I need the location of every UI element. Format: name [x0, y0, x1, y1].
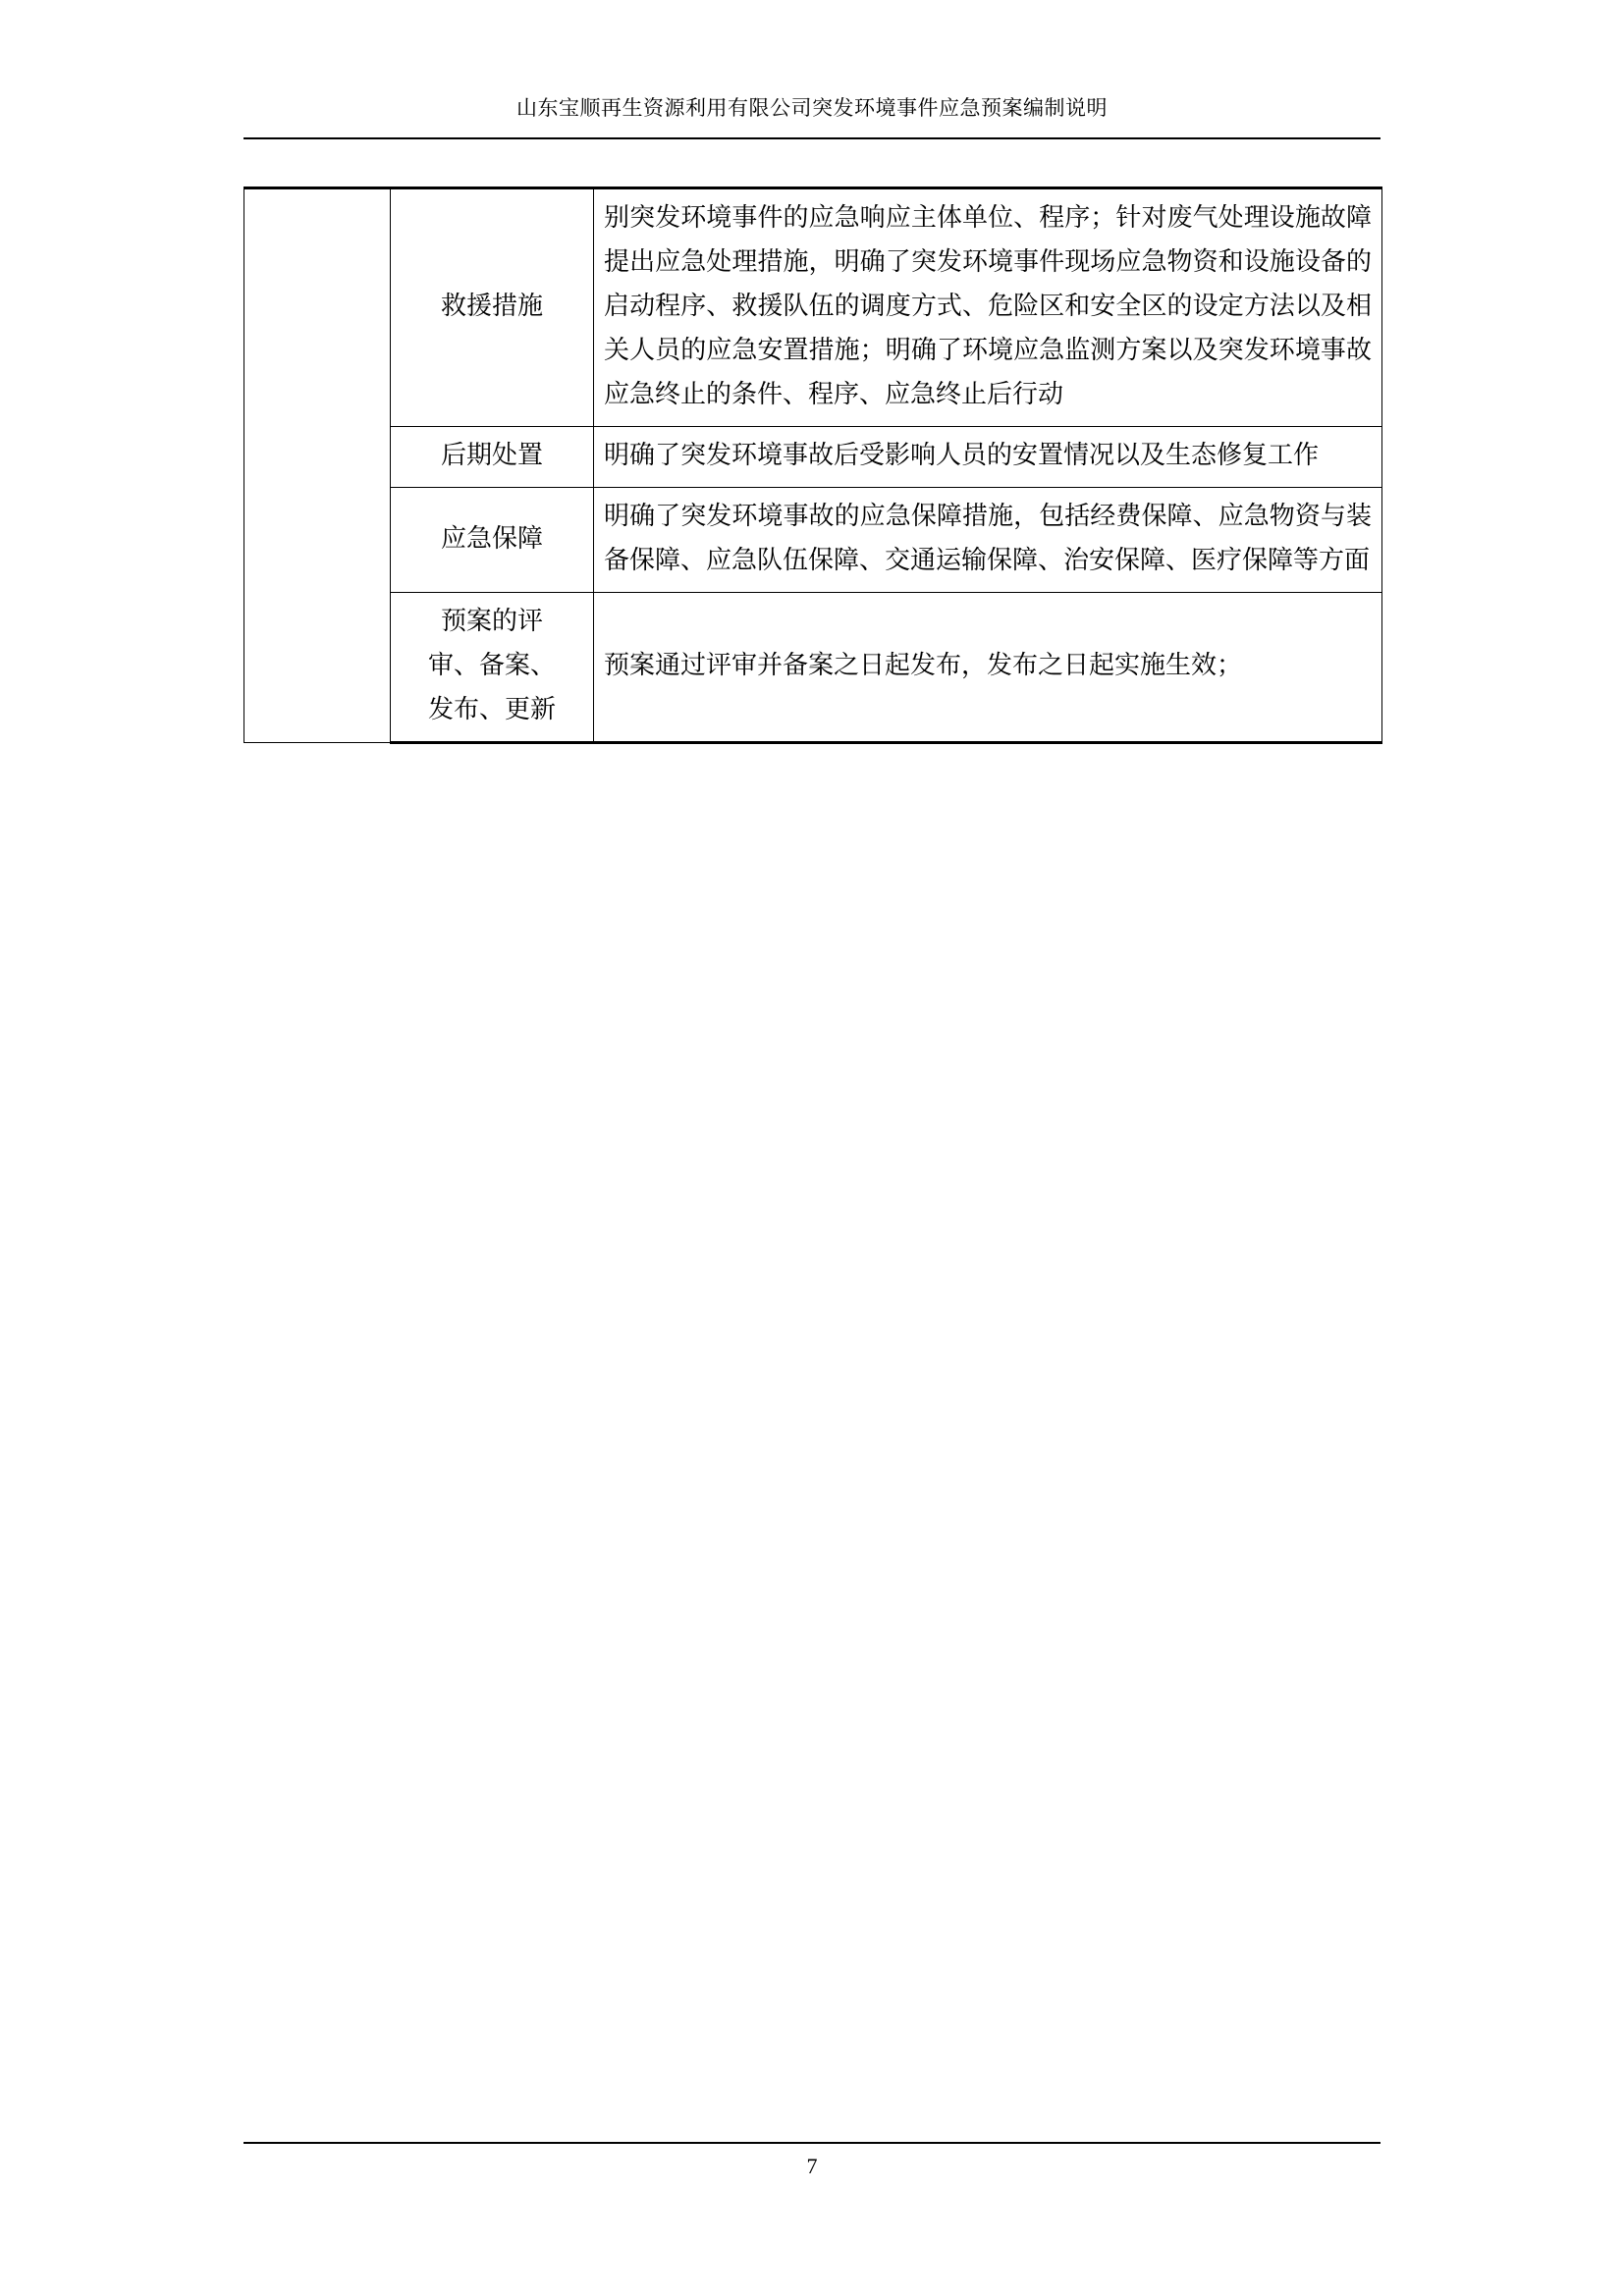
content-table	[244, 187, 1382, 744]
header-divider	[244, 137, 1380, 139]
table-cell-body: 预案通过评审并备案之日起发布，发布之日起实施生效；	[594, 593, 1382, 743]
header-title: 山东宝顺再生资源利用有限公司突发环境事件应急预案编制说明	[516, 96, 1108, 120]
table-cell-body: 明确了突发环境事故后受影响人员的安置情况以及生态修复工作	[594, 427, 1382, 488]
content-table-wrapper	[244, 187, 1382, 744]
table-cell-body: 别突发环境事件的应急响应主体单位、程序；针对废气处理设施故障提出应急处理措施，明确了突发环境事件现场应急物资和设施设备的启动程序、救援队伍的调度方式、危险区和安全区的设定方法以及相关人员的应急安置措施；明确了环境应急监测方案以及突发环境事故应急终止的条件、程序、应急终止后行动	[594, 188, 1382, 427]
table-cell-category-blank	[244, 188, 391, 743]
table-cell-label-multiline	[391, 593, 594, 743]
table-cell-label-line: 发布、更新	[427, 695, 556, 723]
table-cell-label: 后期处置	[391, 427, 594, 488]
table-row	[244, 188, 1382, 427]
table-row	[244, 593, 1382, 743]
table-row	[244, 488, 1382, 593]
table-cell-label-line: 审、备案、	[427, 651, 556, 679]
page-number: 7	[806, 2154, 818, 2178]
page-header	[244, 94, 1380, 122]
footer-divider	[244, 2142, 1380, 2144]
table-cell-label-line: 预案的评	[440, 607, 543, 635]
table-cell-body: 明确了突发环境事故的应急保障措施，包括经费保障、应急物资与装备保障、应急队伍保障、交通运输保障、治安保障、医疗保障等方面	[594, 488, 1382, 593]
table-cell-label: 救援措施	[391, 188, 594, 427]
table-row	[244, 427, 1382, 488]
table-cell-label: 应急保障	[391, 488, 594, 593]
